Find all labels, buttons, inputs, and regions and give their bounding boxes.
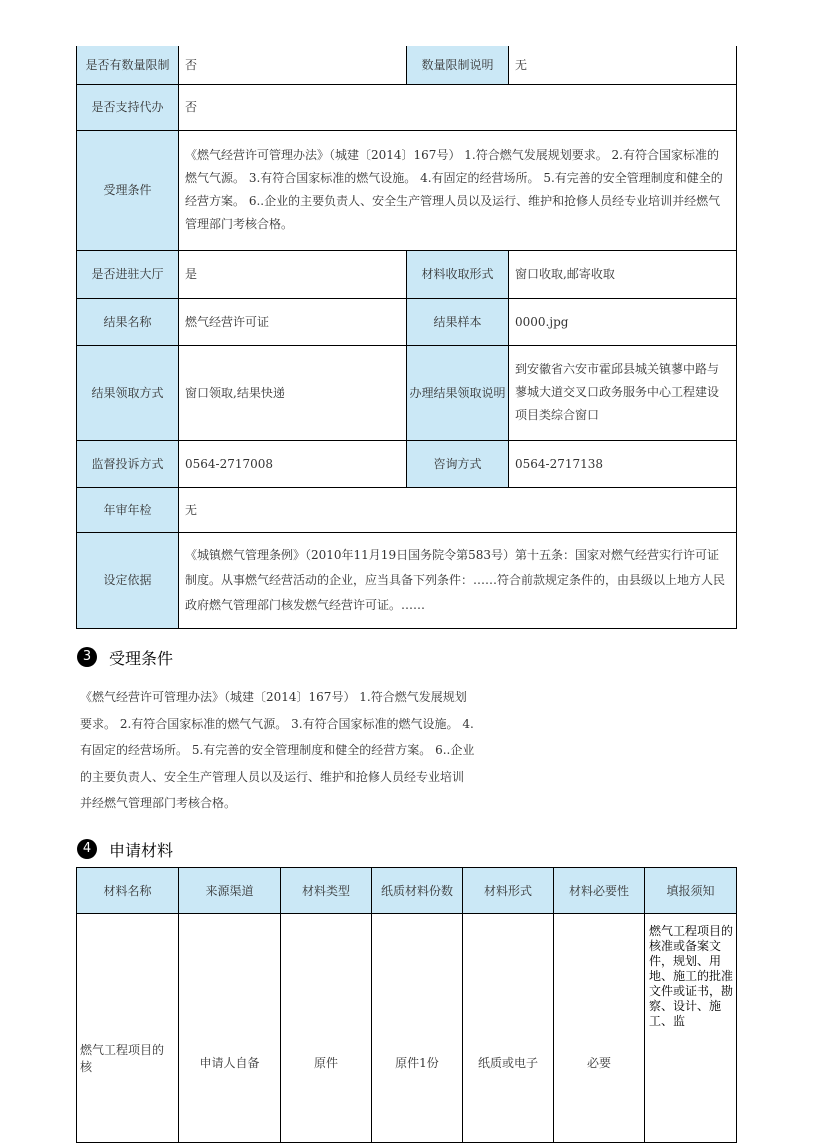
table-row [77,130,737,250]
col-header-copies: 纸质材料份数 [372,868,463,914]
consult-label: 咨询方式 [407,440,509,487]
acceptance-conditions-text: 《燃气经营许可管理办法》（城建〔2014〕167号） 1.符合燃气发展规划要求。 2.有符合国家标准的燃气气源。 3.有符合国家标准的燃气设施。 4.有固定的经营场所。 5.有完善的安全管理制度和健全的经营方案。 6..企业的主要负责人、安全生产管理人员以及运行、维护和抢修人员经专业培训并经燃气管理部门考核合格。 [80,690,475,810]
type-cell: 原件 [281,914,372,1143]
table-row [77,84,737,130]
table-header-row [77,868,737,914]
number-circle-icon: 3 [77,647,97,667]
complaint-label: 监督投诉方式 [77,440,179,487]
section-3-heading [77,646,173,668]
legal-basis-label: 设定依据 [77,532,179,628]
table-row [77,914,737,1143]
table-row [77,532,737,628]
source-cell: 申请人自备 [179,914,281,1143]
quantity-limit-note-label: 数量限制说明 [407,46,509,84]
proxy-support-value: 否 [179,84,737,130]
result-name-value: 燃气经营许可证 [179,298,407,345]
result-sample-value: 0000.jpg [509,298,737,345]
service-info-table [76,46,737,629]
section-title: 申请材料 [109,840,174,860]
quantity-limit-value: 否 [179,46,407,84]
material-name-cell: 燃气工程项目的核 [77,914,179,1143]
quantity-limit-label: 是否有数量限制 [77,46,179,84]
result-pickup-value: 窗口领取,结果快递 [179,345,407,440]
hall-entry-value: 是 [179,250,407,298]
annual-review-label: 年审年检 [77,487,179,532]
consult-phone: 0564-2717138 [509,440,737,487]
table-row [77,345,737,440]
table-row [77,250,737,298]
col-header-material-name: 材料名称 [77,868,179,914]
result-pickup-note-label: 办理结果领取说明 [407,345,509,440]
col-header-form: 材料形式 [463,868,554,914]
materials-table [76,867,737,1143]
result-name-label: 结果名称 [77,298,179,345]
quantity-limit-note-value: 无 [509,46,737,84]
complaint-phone: 0564-2717008 [179,440,407,487]
table-row [77,487,737,532]
col-header-type: 材料类型 [281,868,372,914]
form-cell: 纸质或电子 [463,914,554,1143]
section-title: 受理条件 [109,648,174,668]
hall-entry-label: 是否进驻大厅 [77,250,179,298]
col-header-notes: 填报须知 [645,868,737,914]
result-pickup-note-value: 到安徽省六安市霍邱县城关镇蓼中路与蓼城大道交叉口政务服务中心工程建设项目类综合窗口 [509,345,737,440]
annual-review-value: 无 [179,487,737,532]
col-header-necessity: 材料必要性 [554,868,645,914]
notes-cell: 燃气工程项目的核准或备案文件，规划、用地、施工的批准文件或证书，勘察、设计、施工、监 [645,914,737,1143]
table-row [77,440,737,487]
acceptance-conditions-value: 《燃气经营许可管理办法》（城建〔2014〕167号） 1.符合燃气发展规划要求。 2.有符合国家标准的燃气气源。 3.有符合国家标准的燃气设施。 4.有固定的经营场所。 5.有完善的安全管理制度和健全的经营方案。 6..企业的主要负责人、安全生产管理人员以及运行、维护和抢修人员经专业培训并经燃气管理部门考核合格。 [179,130,737,250]
necessity-cell: 必要 [554,914,645,1143]
table-row [77,298,737,345]
col-header-source: 来源渠道 [179,868,281,914]
proxy-support-label: 是否支持代办 [77,84,179,130]
result-pickup-label: 结果领取方式 [77,345,179,440]
copies-cell: 原件1份 [372,914,463,1143]
acceptance-conditions-label: 受理条件 [77,130,179,250]
result-sample-label: 结果样本 [407,298,509,345]
legal-basis-value: 《城镇燃气管理条例》（2010年11月19日国务院令第583号）第十五条：国家对燃气经营实行许可证制度。从事燃气经营活动的企业，应当具备下列条件：……符合前款规定条件的，由县级以上地方人民政府燃气管理部门核发燃气经营许可证。…… [179,532,737,628]
material-collection-value: 窗口收取,邮寄收取 [509,250,737,298]
number-circle-icon: 4 [77,839,97,859]
table-row [77,46,737,84]
section-4-heading [77,838,173,860]
material-collection-label: 材料收取形式 [407,250,509,298]
